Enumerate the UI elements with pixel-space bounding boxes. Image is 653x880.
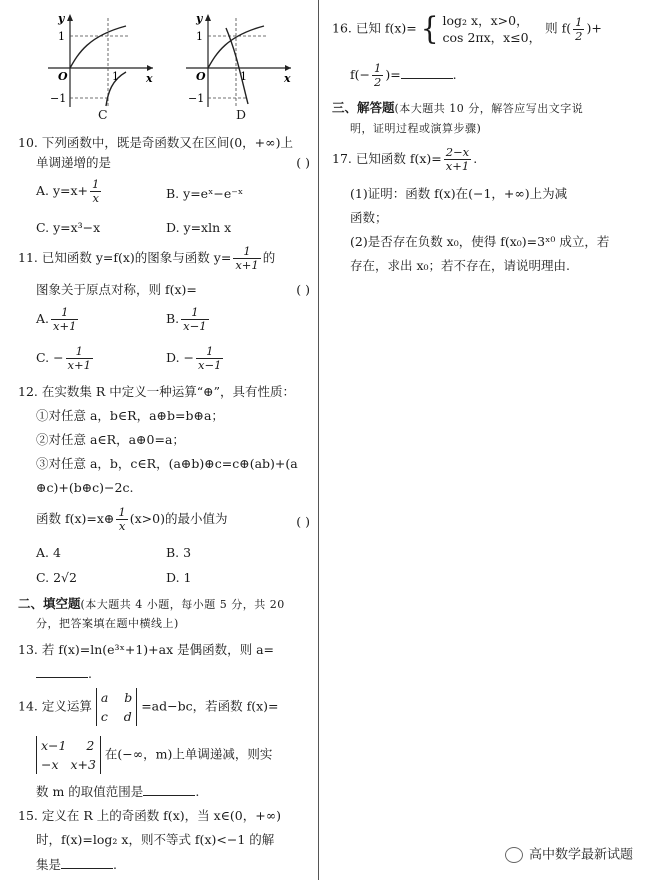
graph-d-label: D: [236, 107, 247, 122]
q16-brace: {: [420, 10, 439, 47]
q11-stem-1: 11. 已知函数 y=f(x)的图象与函数 y= $\frac{1}{x+1}$ 的: [18, 244, 276, 272]
q16-line-2: f(− $\frac{1}{2}$ )= .: [350, 61, 457, 89]
q11-option-d: D. − $\frac{1}{x-1}$: [166, 344, 222, 372]
q10-option-b: B. y=eˣ−e⁻ˣ: [166, 186, 244, 201]
graph-d-x-label: x: [284, 72, 291, 85]
q14-answer-blank[interactable]: [143, 783, 195, 796]
q16-line-1: 16. 已知 f(x)= { log₂ x，x>0， cos 2πx，x≤0， 则 f( $\frac{1}{2}$ )+: [332, 10, 602, 47]
graph-c-tick-y1: 1: [58, 30, 65, 43]
q11-stem-2: 图象关于原点对称，则 f(x)=: [36, 282, 197, 297]
q13-answer-blank[interactable]: [36, 665, 88, 678]
chat-bubble-icon: [505, 847, 523, 863]
graph-c-x-label: x: [146, 72, 153, 85]
q17-part-2a: (2)是否存在负数 x₀，使得 f(x₀)=3ˣ⁰ 成立，若: [350, 234, 610, 249]
section-3-title: 三、解答题: [332, 100, 395, 115]
section-3-desc-1: (本大题共 10 分，解答应写出文字说: [394, 102, 584, 115]
graph-c: [48, 12, 158, 107]
q10-stem-2: 单调递增的是: [36, 155, 112, 170]
graph-d: [186, 12, 296, 107]
q12-option-b: B. 3: [166, 545, 192, 560]
q13-blank-line: .: [36, 665, 92, 682]
graph-c-origin: O: [58, 70, 68, 83]
section-3-header: [332, 100, 583, 116]
graph-d-tick-yneg: −1: [188, 92, 205, 105]
graph-c-tick-x1: 1: [112, 70, 119, 83]
graph-c-label: C: [98, 107, 108, 122]
section-3-desc-2: 明，证明过程或演算步骤): [350, 122, 482, 135]
q12-property-2: ②对任意 a∈R，a⊕0=a；: [36, 432, 185, 447]
q15-line-2: 时，f(x)=log₂ x，则不等式 f(x)<−1 的解: [36, 832, 275, 847]
q12-property-3b: ⊕c)+(b⊕c)−2c.: [36, 480, 134, 495]
q16-cases: log₂ x，x>0， cos 2πx，x≤0，: [442, 13, 542, 45]
q16-answer-blank[interactable]: [401, 66, 453, 79]
q12-option-c: C. 2√2: [36, 570, 77, 585]
q12-stem: 12. 在实数集 R 中定义一种运算“⊕”，具有性质：: [18, 384, 295, 399]
q11-option-b: B. $\frac{1}{x-1}$: [166, 305, 207, 333]
graph-d-tick-x1: 1: [240, 70, 247, 83]
q14-determinant-f: x−1 2 −x x+3: [36, 736, 101, 774]
q12-property-1: ①对任意 a，b∈R，a⊕b=b⊕a；: [36, 408, 224, 423]
q17-part-1a: (1)证明：函数 f(x)在(−1，+∞)上为减: [350, 186, 568, 201]
section-2-desc-2: 分，把答案填在题中横线上): [36, 617, 179, 630]
q15-answer-blank[interactable]: [61, 856, 113, 869]
graph-d-y-label: y: [196, 12, 203, 25]
watermark-text: 高中数学最新试题: [528, 847, 633, 863]
q12-question: 函数 f(x)=x⊕ $\frac{1}{x}$ (x>0)的最小值为: [36, 505, 228, 533]
q10-stem-1: 10. 下列函数中，既是奇函数又在区间(0，+∞)上: [18, 135, 293, 150]
column-divider: [318, 0, 319, 880]
section-2-header: [18, 596, 285, 612]
q12-answer-paren: ( ): [296, 514, 310, 529]
q17-part-1b: 函数；: [350, 210, 388, 225]
watermark: [505, 847, 633, 864]
q15-line-3: 集是 .: [36, 857, 117, 872]
q12-property-3a: ③对任意 a，b，c∈R，(a⊕b)⊕c=c⊕(ab)+(a: [36, 456, 298, 471]
q15-line-1: 15. 定义在 R 上的奇函数 f(x)，当 x∈(0，+∞): [18, 808, 281, 823]
q14-line-2: x−1 2 −x x+3 在(−∞，m)上单调递减，则实: [36, 736, 272, 774]
graph-c-tick-yneg: −1: [50, 92, 67, 105]
q14-determinant-def: a b c d: [96, 688, 137, 726]
q12-option-d: D. 1: [166, 570, 192, 585]
q13-text: 13. 若 f(x)=ln(e³ˣ+1)+ax 是偶函数，则 a=: [18, 642, 275, 657]
q17-stem: 17. 已知函数 f(x)= $\frac{2-x}{x+1}$ .: [332, 145, 478, 173]
q10-option-c: C. y=x³−x: [36, 220, 101, 235]
section-2-title: 二、填空题: [18, 596, 81, 611]
q11-option-c: C. − $\frac{1}{x+1}$: [36, 344, 91, 372]
q10-answer-paren: ( ): [296, 155, 310, 170]
graph-d-tick-y1: 1: [196, 30, 203, 43]
graph-d-origin: O: [196, 70, 206, 83]
graph-c-y-label: y: [58, 12, 65, 25]
q14-line-1: 14. 定义运算 a b c d =ad−bc，若函数 f(x)=: [18, 690, 279, 724]
q12-option-a: A. 4: [36, 545, 61, 560]
q10-option-d: D. y=xln x: [166, 220, 232, 235]
q11-answer-paren: ( ): [296, 282, 310, 297]
q10-option-a: A. y=x+ $\frac{1}{x}$: [36, 177, 100, 205]
q17-part-2b: 存在，求出 x₀；若不存在，请说明理由.: [350, 258, 571, 273]
section-2-desc-1: (本大题共 4 小题，每小题 5 分，共 20: [80, 598, 285, 611]
q11-option-a: A. $\frac{1}{x+1}$: [36, 305, 77, 333]
q14-line-3: 数 m 的取值范围是 .: [36, 784, 200, 799]
